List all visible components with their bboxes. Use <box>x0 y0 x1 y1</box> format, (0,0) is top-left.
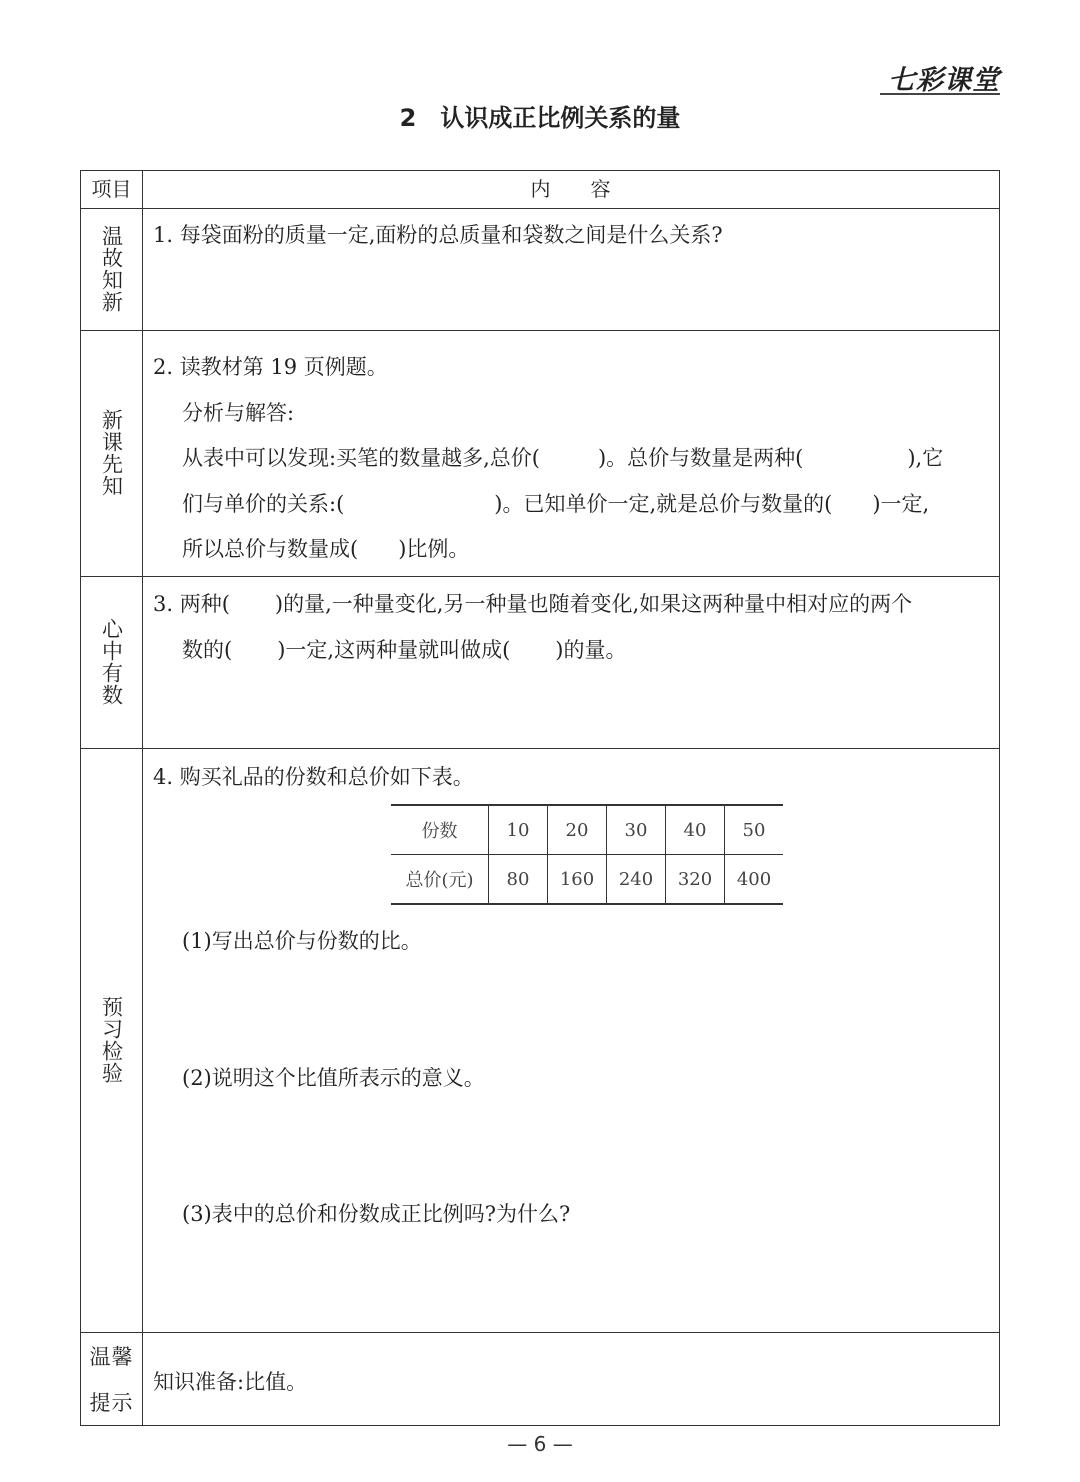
row-divider-review <box>81 330 999 331</box>
table-row-copies <box>391 805 783 855</box>
price-cell: 320 <box>666 855 725 905</box>
copies-cell: 10 <box>489 805 548 855</box>
question-1: 1. 每袋面粉的质量一定,面粉的总质量和袋数之间是什么关系? <box>153 223 723 247</box>
price-cell: 160 <box>548 855 607 905</box>
analysis-line-3: 所以总价与数量成( )比例。 <box>182 537 470 561</box>
brand-name: 七彩课堂 <box>888 65 1000 96</box>
copies-cell: 20 <box>548 805 607 855</box>
gift-price-table <box>391 804 783 905</box>
row-header-copies: 份数 <box>391 805 489 855</box>
question-3-line-1: 3. 两种( )的量,一种量变化,另一种量也随着变化,如果这两种量中相对应的两个 <box>153 592 913 616</box>
question-4-part-2: (2)说明这个比值所表示的意义。 <box>182 1066 485 1090</box>
question-4-part-1: (1)写出总价与份数的比。 <box>182 929 422 953</box>
row-divider-header <box>81 208 999 209</box>
analysis-line-2: 们与单价的关系:( )。已知单价一定,就是总价与数量的( )一定, <box>182 492 930 516</box>
lesson-title: 2 认识成正比例关系的量 <box>399 104 681 132</box>
section-label-review: 温故知新 <box>99 225 124 313</box>
page-number: — 6 — <box>507 1432 573 1456</box>
question-3-line-2: 数的( )一定,这两种量就叫做成( )的量。 <box>182 638 627 662</box>
copies-cell: 30 <box>607 805 666 855</box>
header-item: 项目 <box>91 177 132 201</box>
table-row-prices <box>391 855 783 905</box>
copies-cell: 40 <box>666 805 725 855</box>
question-4: 4. 购买礼品的份数和总价如下表。 <box>153 765 474 789</box>
question-4-part-3: (3)表中的总价和份数成正比例吗?为什么? <box>182 1202 571 1226</box>
tips-text: 知识准备:比值。 <box>153 1370 308 1394</box>
row-divider-check <box>81 1332 999 1333</box>
analysis-heading: 分析与解答: <box>182 401 295 425</box>
analysis-line-1: 从表中可以发现:买笔的数量越多,总价( )。总价与数量是两种( ),它 <box>182 446 944 470</box>
header-content: 内 容 <box>530 177 611 201</box>
section-label-tips: 温馨提示 <box>89 1344 134 1415</box>
brand-underline <box>880 93 1000 95</box>
row-header-price: 总价(元) <box>391 855 489 905</box>
price-cell: 240 <box>607 855 666 905</box>
section-label-summary: 心中有数 <box>99 618 124 706</box>
price-cell: 400 <box>725 855 784 905</box>
brand-logo <box>880 58 1000 98</box>
row-divider-summary <box>81 748 999 749</box>
price-cell: 80 <box>489 855 548 905</box>
question-2: 2. 读教材第 19 页例题。 <box>153 355 388 379</box>
copies-cell: 50 <box>725 805 784 855</box>
section-label-check: 预习检验 <box>99 996 124 1084</box>
column-divider <box>142 171 143 1425</box>
worksheet-table <box>80 170 1000 1426</box>
row-divider-preview <box>81 576 999 577</box>
section-label-preview: 新课先知 <box>99 409 124 497</box>
